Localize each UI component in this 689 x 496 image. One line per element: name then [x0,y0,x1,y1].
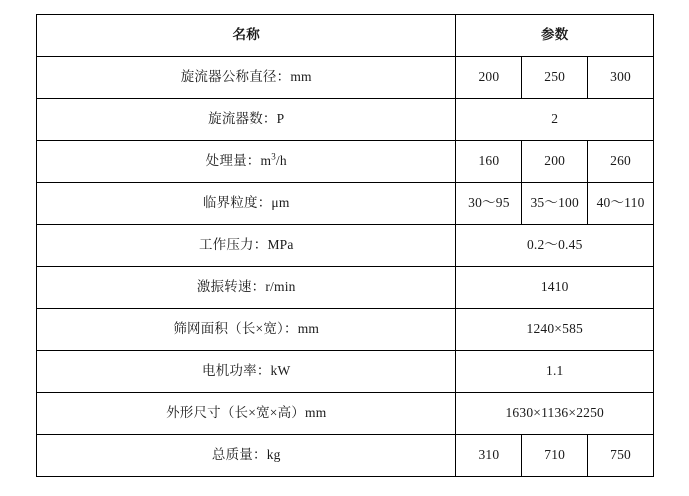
row-value: 160 [456,141,522,183]
row-value: 750 [588,435,654,477]
row-label-text: 外形尺寸（长×宽×高） [166,405,305,421]
row-value: 1240×585 [456,309,654,351]
row-label-text: 电机功率： [202,363,271,379]
header-name: 名称 [37,15,456,57]
row-label-text: 处理量： [205,153,261,169]
row-label-unit: mm [305,405,327,421]
table-row [37,435,654,477]
row-label [37,393,456,435]
row-label [37,435,456,477]
table-row [37,141,654,183]
row-value: 200 [522,141,588,183]
row-value: 0.2～0.45 [456,225,654,267]
table-row [37,99,654,141]
row-value: 1410 [456,267,654,309]
table-row [37,393,654,435]
row-value: 250 [522,57,588,99]
row-label-text: 旋流器数： [208,111,277,127]
row-value: 1.1 [456,351,654,393]
row-label-text: 激振转速： [196,279,266,295]
table-header-row [37,15,654,57]
row-label [37,225,456,267]
row-value: 40～110 [588,183,654,225]
table-row [37,57,654,99]
table-row [37,183,654,225]
table-body [37,15,654,477]
row-value: 710 [522,435,588,477]
exponent: 3 [271,151,276,162]
row-value: 30～95 [456,183,522,225]
row-value: 2 [456,99,654,141]
row-label [37,183,456,225]
row-label-text: 工作压力： [198,237,268,253]
row-value: 260 [588,141,654,183]
row-label-text: 临界粒度： [202,195,272,211]
row-value: 35～100 [522,183,588,225]
row-label-unit: mm [290,69,312,85]
row-label [37,141,456,183]
row-label [37,99,456,141]
row-label [37,351,456,393]
table-row [37,309,654,351]
table-row [37,267,654,309]
row-label-unit: kg [266,447,281,463]
row-label-unit: MPa [267,237,294,253]
row-label-unit: P [276,111,285,127]
row-value: 310 [456,435,522,477]
table-row [37,225,654,267]
row-value: 200 [456,57,522,99]
row-value: 1630×1136×2250 [456,393,654,435]
row-label-text: 筛网面积（长×宽）： [173,321,298,337]
row-label-text: 旋流器公称直径： [180,69,291,85]
specification-table [36,14,654,477]
row-label-unit: $m^3/h$ [260,151,287,169]
row-label [37,267,456,309]
row-label-text: 总质量： [211,447,267,463]
row-value: 300 [588,57,654,99]
row-label-unit: mm [297,321,320,337]
row-label-unit: μm [271,195,290,211]
row-label-unit: r/min [265,279,296,295]
row-label-unit: kW [270,363,291,379]
header-parameter: 参数 [456,15,654,57]
row-label [37,309,456,351]
row-label [37,57,456,99]
table-row [37,351,654,393]
